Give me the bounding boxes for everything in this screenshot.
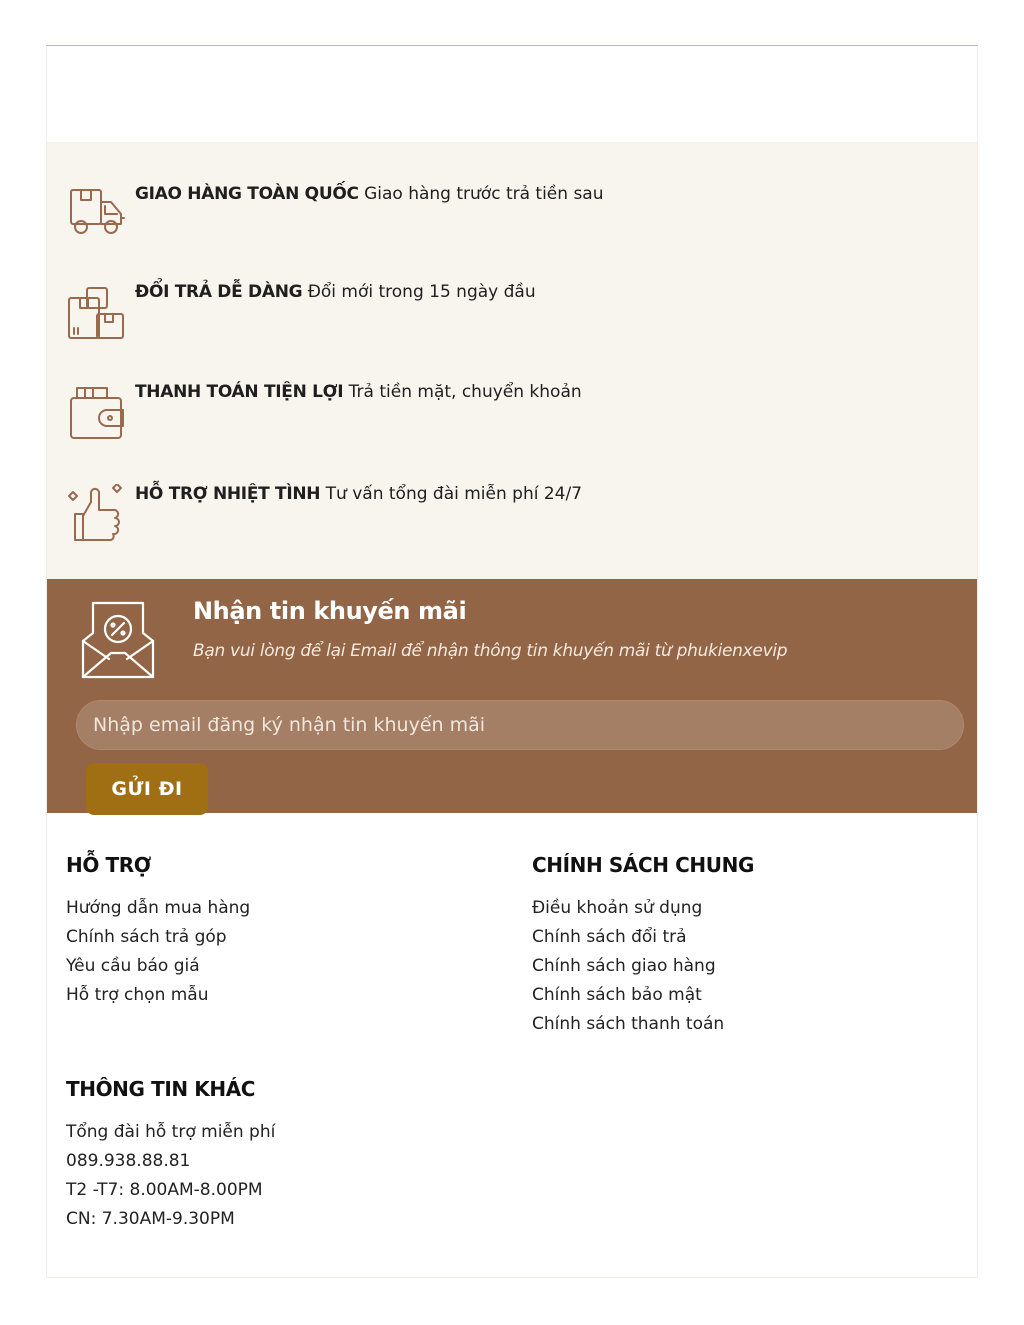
list-item[interactable]	[66, 894, 250, 923]
boxes-return-icon	[67, 282, 127, 342]
support-column	[66, 853, 250, 1010]
top-spacer	[47, 46, 977, 142]
feature-support	[67, 484, 582, 544]
list-item[interactable]	[66, 952, 250, 981]
feature-title: HỖ TRỢ NHIỆT TÌNH	[135, 484, 321, 504]
wallet-icon	[67, 382, 127, 442]
list-item[interactable]	[532, 923, 754, 952]
other-info-list	[66, 1118, 275, 1234]
list-item[interactable]	[66, 981, 250, 1010]
delivery-truck-icon	[67, 184, 127, 244]
policy-heading: CHÍNH SÁCH CHUNG	[532, 853, 754, 877]
policy-link[interactable]: Chính sách giao hàng	[532, 956, 716, 976]
support-link[interactable]: Yêu cầu báo giá	[66, 956, 200, 976]
feature-desc: Đổi mới trong 15 ngày đầu	[307, 282, 536, 302]
newsletter-email-input[interactable]	[76, 700, 964, 750]
footer-links	[47, 813, 977, 1278]
other-info-column	[66, 1077, 275, 1234]
feature-shipping	[67, 184, 604, 244]
other-info-heading: THÔNG TIN KHÁC	[66, 1077, 256, 1101]
list-item[interactable]	[532, 981, 754, 1010]
support-link[interactable]: Chính sách trả góp	[66, 927, 227, 947]
newsletter-subtitle: Bạn vui lòng để lại Email để nhận thông tin khuyến mãi từ phukienxevip	[193, 641, 788, 661]
feature-text	[135, 282, 536, 302]
policy-list	[532, 894, 754, 1039]
newsletter-section	[47, 579, 977, 813]
feature-desc: Trả tiền mặt, chuyển khoản	[348, 382, 582, 402]
feature-desc: Giao hàng trước trả tiền sau	[364, 184, 604, 204]
support-list	[66, 894, 250, 1010]
support-link[interactable]: Hỗ trợ chọn mẫu	[66, 985, 209, 1005]
policy-link[interactable]: Chính sách bảo mật	[532, 985, 702, 1005]
feature-text	[135, 484, 582, 504]
list-item[interactable]	[532, 894, 754, 923]
feature-desc: Tư vấn tổng đài miễn phí 24/7	[325, 484, 583, 504]
weekday-hours: T2 -T7: 8.00AM-8.00PM	[66, 1180, 263, 1200]
policy-link[interactable]: Điều khoản sử dụng	[532, 898, 703, 918]
hotline-number: 089.938.88.81	[66, 1151, 191, 1171]
feature-returns	[67, 282, 536, 342]
list-item[interactable]	[532, 1010, 754, 1039]
feature-title: ĐỔI TRẢ DỄ DÀNG	[135, 282, 303, 302]
support-heading: HỖ TRỢ	[66, 853, 151, 877]
support-link[interactable]: Hướng dẫn mua hàng	[66, 898, 251, 918]
list-item[interactable]	[532, 952, 754, 981]
newsletter-submit-button[interactable]: GỬI ĐI	[86, 763, 208, 815]
list-item: Tổng đài hỗ trợ miễn phí	[66, 1122, 276, 1142]
features-section	[47, 142, 977, 579]
feature-title: GIAO HÀNG TOÀN QUỐC	[135, 184, 359, 204]
feature-text	[135, 382, 582, 402]
policy-link[interactable]: Chính sách thanh toán	[532, 1014, 725, 1034]
policy-column	[532, 853, 754, 1039]
discount-envelope-icon	[81, 601, 155, 681]
feature-title: THANH TOÁN TIỆN LỢI	[135, 382, 344, 402]
footer-page	[46, 45, 978, 1278]
thumbs-up-icon	[67, 484, 127, 544]
policy-link[interactable]: Chính sách đổi trả	[532, 927, 687, 947]
list-item[interactable]	[66, 923, 250, 952]
feature-payment	[67, 382, 582, 442]
sunday-hours: CN: 7.30AM-9.30PM	[66, 1209, 235, 1229]
newsletter-title: Nhận tin khuyến mãi	[193, 597, 467, 625]
feature-text	[135, 184, 604, 204]
